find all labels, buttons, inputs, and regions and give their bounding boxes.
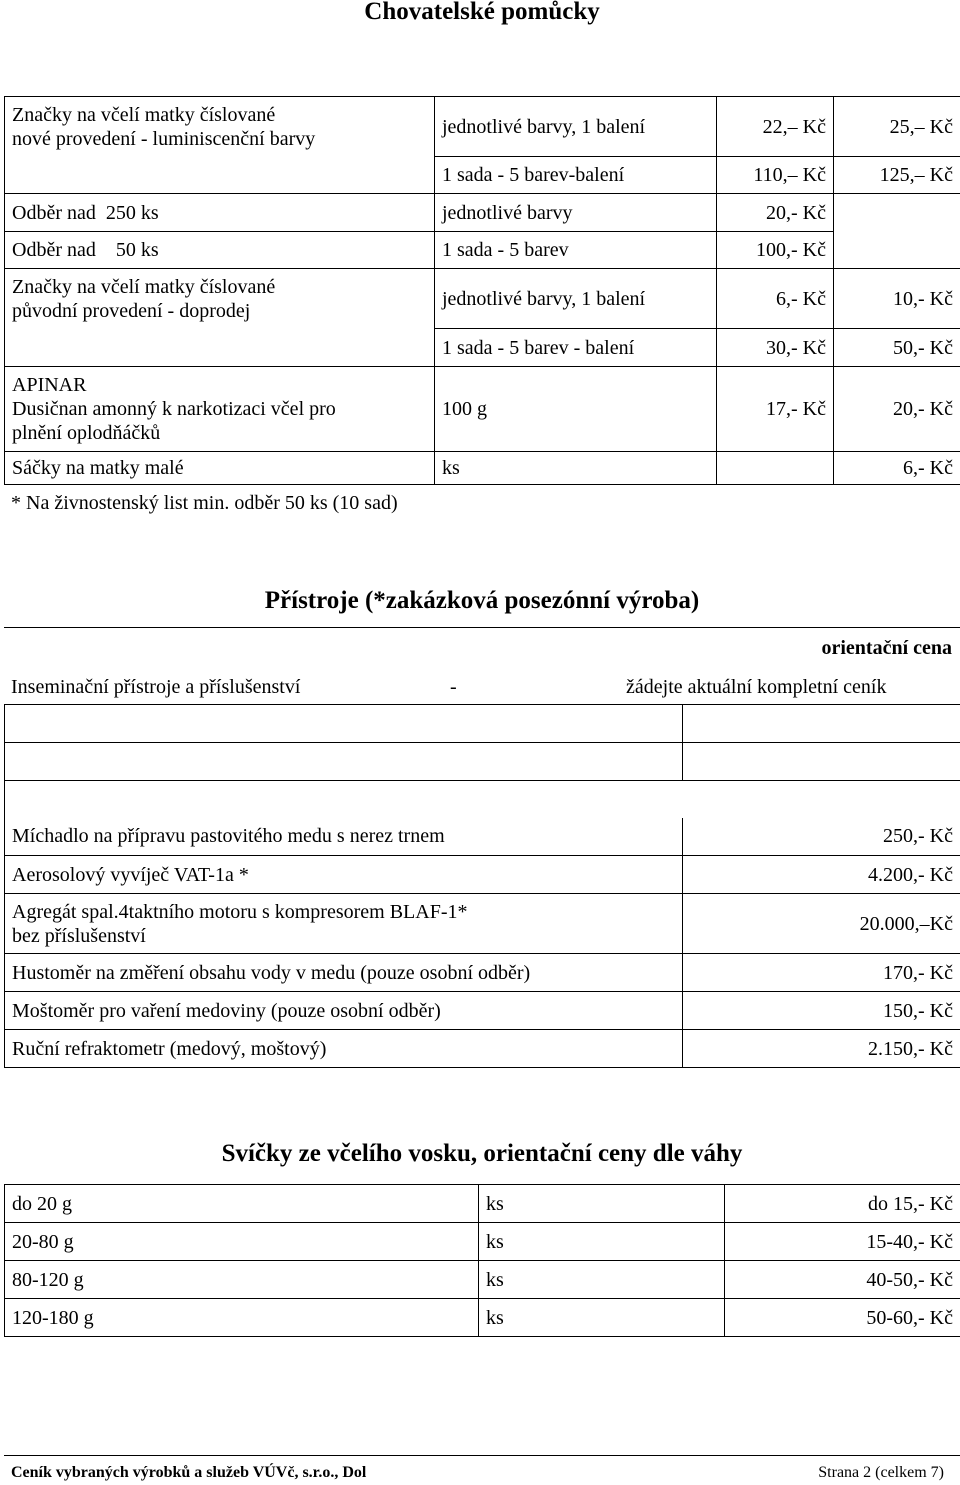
product-name: APINAR Dusičnan amonný k narkotizaci včel pro plnění oplodňáčků — [5, 367, 435, 452]
price-cell: 125,– Kč — [834, 157, 960, 194]
table-row — [5, 157, 960, 194]
table-row — [5, 1223, 960, 1261]
price-cell: 30,- Kč — [717, 329, 834, 367]
empty-cell — [5, 705, 683, 743]
table-row — [5, 781, 960, 818]
table-row — [5, 705, 960, 743]
table-row — [5, 1299, 960, 1337]
device-name: Ruční refraktometr (medový, moštový) — [5, 1030, 683, 1068]
table-row — [5, 1185, 960, 1223]
device-name: Agregát spal.4taktního motoru s kompresorem BLAF-1* bez příslušenství — [5, 894, 683, 954]
empty-cell — [5, 743, 683, 781]
product-name: Značky na včelí matky číslované původní provedení - doprodej — [5, 269, 435, 329]
table-row — [5, 194, 960, 232]
device-name: Aerosolový vyvíječ VAT-1a * — [5, 856, 683, 894]
table-row — [5, 452, 960, 485]
price-cell: 50,- Kč — [834, 329, 960, 367]
footer-divider — [4, 1455, 960, 1456]
footer-page-number: Strana 2 (celkem 7) — [818, 1464, 944, 1481]
candle-weight: 120-180 g — [5, 1299, 479, 1337]
unit-cell: 1 sada - 5 barev — [435, 232, 717, 269]
price-cell — [834, 194, 960, 232]
device-price: 250,- Kč — [683, 818, 960, 856]
price-cell: 100,- Kč — [717, 232, 834, 269]
table-row — [5, 329, 960, 367]
table-row — [5, 992, 960, 1030]
device-price: 2.150,- Kč — [683, 1030, 960, 1068]
product-name: Odběr nad 250 ks — [5, 194, 435, 232]
candle-price: 50-60,- Kč — [725, 1299, 960, 1337]
section-title-devices: Přístroje (*zakázková posezónní výroba) — [264, 587, 700, 614]
price-column-header: orientační cena — [821, 637, 952, 659]
section-divider — [4, 627, 960, 628]
table-row — [5, 818, 960, 856]
price-cell: 6,- Kč — [834, 452, 960, 485]
table-row — [5, 1030, 960, 1068]
device-price: 20.000,–Kč — [683, 894, 960, 954]
product-name — [5, 157, 435, 194]
unit-cell: jednotlivé barvy, 1 balení — [435, 269, 717, 329]
device-name: Míchadlo na přípravu pastovitého medu s nerez trnem — [5, 818, 683, 856]
unit-cell: jednotlivé barvy, 1 balení — [435, 97, 717, 157]
page-title: Chovatelské pomůcky — [364, 0, 600, 25]
device-price: 4.200,- Kč — [683, 856, 960, 894]
candle-unit: ks — [479, 1223, 725, 1261]
empty-cell — [5, 781, 683, 818]
product-name: Odběr nad 50 ks — [5, 232, 435, 269]
wholesale-note: * Na živnostenský list min. odběr 50 ks (10 sad) — [11, 492, 398, 514]
section-title-candles: Svíčky ze včelího vosku, orientační ceny dle váhy — [221, 1140, 743, 1167]
price-cell: 22,– Kč — [717, 97, 834, 157]
table-row — [5, 954, 960, 992]
device-price: 170,- Kč — [683, 954, 960, 992]
table-row — [5, 269, 960, 329]
empty-cell — [683, 781, 960, 818]
product-name — [5, 329, 435, 367]
candle-price: do 15,- Kč — [725, 1185, 960, 1223]
unit-cell: 100 g — [435, 367, 717, 452]
table-row — [5, 367, 960, 452]
table-row — [5, 1261, 960, 1299]
table-row — [5, 743, 960, 781]
marker-price-table — [4, 96, 960, 485]
empty-cell — [683, 705, 960, 743]
table-row — [5, 232, 960, 269]
price-cell: 10,- Kč — [834, 269, 960, 329]
candle-unit: ks — [479, 1185, 725, 1223]
insemination-note: žádejte aktuální kompletní ceník — [626, 676, 887, 698]
unit-cell: 1 sada - 5 barev-balení — [435, 157, 717, 194]
candle-weight: 80-120 g — [5, 1261, 479, 1299]
empty-cell — [683, 743, 960, 781]
price-cell: 6,- Kč — [717, 269, 834, 329]
price-cell: 17,- Kč — [717, 367, 834, 452]
candle-price: 40-50,- Kč — [725, 1261, 960, 1299]
price-cell: 25,– Kč — [834, 97, 960, 157]
product-name: Značky na včelí matky číslované nové provedení - luminiscenční barvy — [5, 97, 435, 157]
insemination-label: Inseminační přístroje a příslušenství — [11, 676, 301, 698]
candle-weight: 20-80 g — [5, 1223, 479, 1261]
device-name: Moštoměr pro vaření medoviny (pouze osobní odběr) — [5, 992, 683, 1030]
candle-price: 15-40,- Kč — [725, 1223, 960, 1261]
price-cell — [717, 452, 834, 485]
table-row — [5, 97, 960, 157]
insemination-dash: - — [450, 676, 457, 698]
device-name: Hustoměr na změření obsahu vody v medu (pouze osobní odběr) — [5, 954, 683, 992]
unit-cell: ks — [435, 452, 717, 485]
candle-weight: do 20 g — [5, 1185, 479, 1223]
footer-left: Ceník vybraných výrobků a služeb VÚVč, s.r.o., Dol — [11, 1464, 367, 1481]
candles-table — [4, 1184, 960, 1337]
devices-table — [4, 704, 960, 1068]
candle-unit: ks — [479, 1261, 725, 1299]
table-row — [5, 856, 960, 894]
candle-unit: ks — [479, 1299, 725, 1337]
price-cell — [834, 232, 960, 269]
unit-cell: jednotlivé barvy — [435, 194, 717, 232]
device-price: 150,- Kč — [683, 992, 960, 1030]
price-cell: 20,- Kč — [717, 194, 834, 232]
product-name: Sáčky na matky malé — [5, 452, 435, 485]
unit-cell: 1 sada - 5 barev - balení — [435, 329, 717, 367]
price-cell: 20,- Kč — [834, 367, 960, 452]
price-cell: 110,– Kč — [717, 157, 834, 194]
table-row — [5, 894, 960, 954]
